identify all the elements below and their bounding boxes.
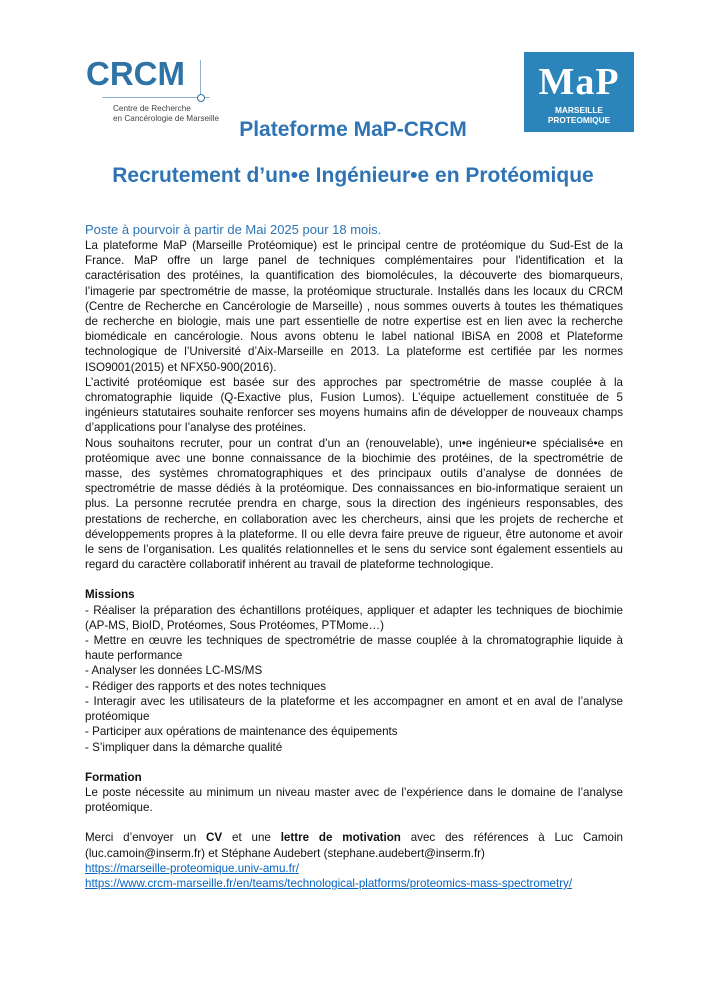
map-website-link[interactable]: https://marseille-proteomique.univ-amu.fr/ <box>85 861 299 875</box>
contact-paragraph <box>85 830 623 860</box>
crcm-logo-line1: Centre de Recherche <box>113 104 191 113</box>
document-body <box>85 222 623 891</box>
map-logo-subtitle: MARSEILLE PROTEOMIQUE <box>547 105 611 125</box>
mission-item: - Réaliser la préparation des échantillons protéiques, appliquer et adapter les techniques de biochimie (AP-MS, BioID, Protéomes, Sous Protéomes, PTMome…) <box>85 603 623 632</box>
mission-item: - Mettre en œuvre les techniques de spectrométrie de masse couplée à la chromatographie liquide à haute performance <box>85 634 623 663</box>
mission-item: - S’impliquer dans la démarche qualité <box>85 740 283 754</box>
crcm-logo-line2: en Cancérologie de Marseille <box>113 114 220 123</box>
recruitment-paragraph: Nous souhaitons recruter, pour un contrat d’un an (renouvelable), un•e ingénieur•e spécialisé•e en protéomique avec une bonne connaissance de la biochimie des protéines, de la spectrométrie de masse, des systèmes chromatographiques et des principaux outils d’analyse de données de spectrométrie de masse dédiés à la protéomique. Des connaissances en bio-informatique seraient un plus. La personne recrutée prendra en charge, sous la direction des ingénieurs responsables, des prestations de recherche, en collaboration avec les chercheurs, ainsi que les projets de recherche et développements propres à la plateforme. Il ou elle devra faire preuve de rigueur, être autonome et avoir le sens de l’organisation. Les qualités relationnelles et le sens du service sont également essentiels au regard du caractère collaboratif inhérent au travail de plateforme technologique. <box>85 436 623 572</box>
crcm-logo-horizontal-line <box>102 97 210 98</box>
crcm-logo <box>86 56 236 126</box>
activity-paragraph: L’activité protéomique est basée sur des approches par spectrométrie de masse couplée à la chromatographie liquide (Q-Exactive plus, Fusion Lumos). L’équipe actuellement constituée de 5 ingénieurs statutaires souhaite renforcer ses moyens humains afin de développer de nouveaux champs d’applications pour l’analyse des protéines. <box>85 375 623 435</box>
map-wordmark: MaP <box>538 61 620 103</box>
contact-text-2: et une <box>222 831 281 845</box>
spacer <box>85 755 623 770</box>
missions-heading: Missions <box>85 588 135 602</box>
formation-text: Le poste nécessite au minimum un niveau master avec de l’expérience dans le domaine de l’analyse protéomique. <box>85 785 623 815</box>
spacer <box>85 572 623 587</box>
contact-text-3: avec des références à Luc Camoin (luc.camoin@inserm.fr) et Stéphane Audebert (stephane.audebert@inserm.fr) <box>85 831 623 860</box>
mission-item: - Participer aux opérations de maintenance des équipements <box>85 725 398 739</box>
contact-text-1: Merci d’envoyer un <box>85 831 207 845</box>
crcm-wordmark: CRCM <box>86 55 185 92</box>
contact-cv: CV <box>206 831 223 845</box>
mission-item: - Analyser les données LC-MS/MS <box>85 664 263 678</box>
mission-item: - Interagir avec les utilisateurs de la plateforme et les accompagner en amont et en aval de l’analyse protéomique <box>85 694 623 724</box>
crcm-logo-dot-icon <box>197 94 205 102</box>
page-title: Plateforme MaP-CRCM <box>239 118 467 141</box>
page-subtitle: Recrutement d’un•e Ingénieur•e en Protéomique <box>112 164 594 187</box>
link-line-2 <box>85 876 623 891</box>
spacer <box>85 815 623 830</box>
poste-heading: Poste à pourvoir à partir de Mai 2025 pour 18 mois. <box>85 222 382 237</box>
contact-lettre: lettre de motivation <box>280 831 401 845</box>
intro-paragraph: La plateforme MaP (Marseille Protéomique) est le principal centre de protéomique du Sud-Est de la France. MaP offre un large panel de techniques complémentaires pour l'identification et la caractérisation des protéines, la quantification des biomolécules, la découverte des biomarqueurs, l’imagerie par spectrométrie de masse, la protéomique structurale. Installés dans les locaux du CRCM (Centre de Recherche en Cancérologie de Marseille) , nous sommes ouverts à toutes les thématiques de recherche en biologie, mais une part essentielle de notre expertise est en lien avec la recherche biomédicale en cancérologie. Nous avons obtenu le label national IBiSA en 2008 et Plateforme technologique de l’Université d’Aix-Marseille en 2013. La plateforme est certifiée par les normes ISO9001(2015) et NFX50-900(2016). <box>85 239 623 374</box>
formation-heading: Formation <box>85 770 142 784</box>
crcm-website-link[interactable]: https://www.crcm-marseille.fr/en/teams/technological-platforms/proteomics-mass-spectrometry/ <box>85 876 573 890</box>
link-line-1 <box>85 861 623 876</box>
mission-item: - Rédiger des rapports et des notes techniques <box>85 679 327 693</box>
